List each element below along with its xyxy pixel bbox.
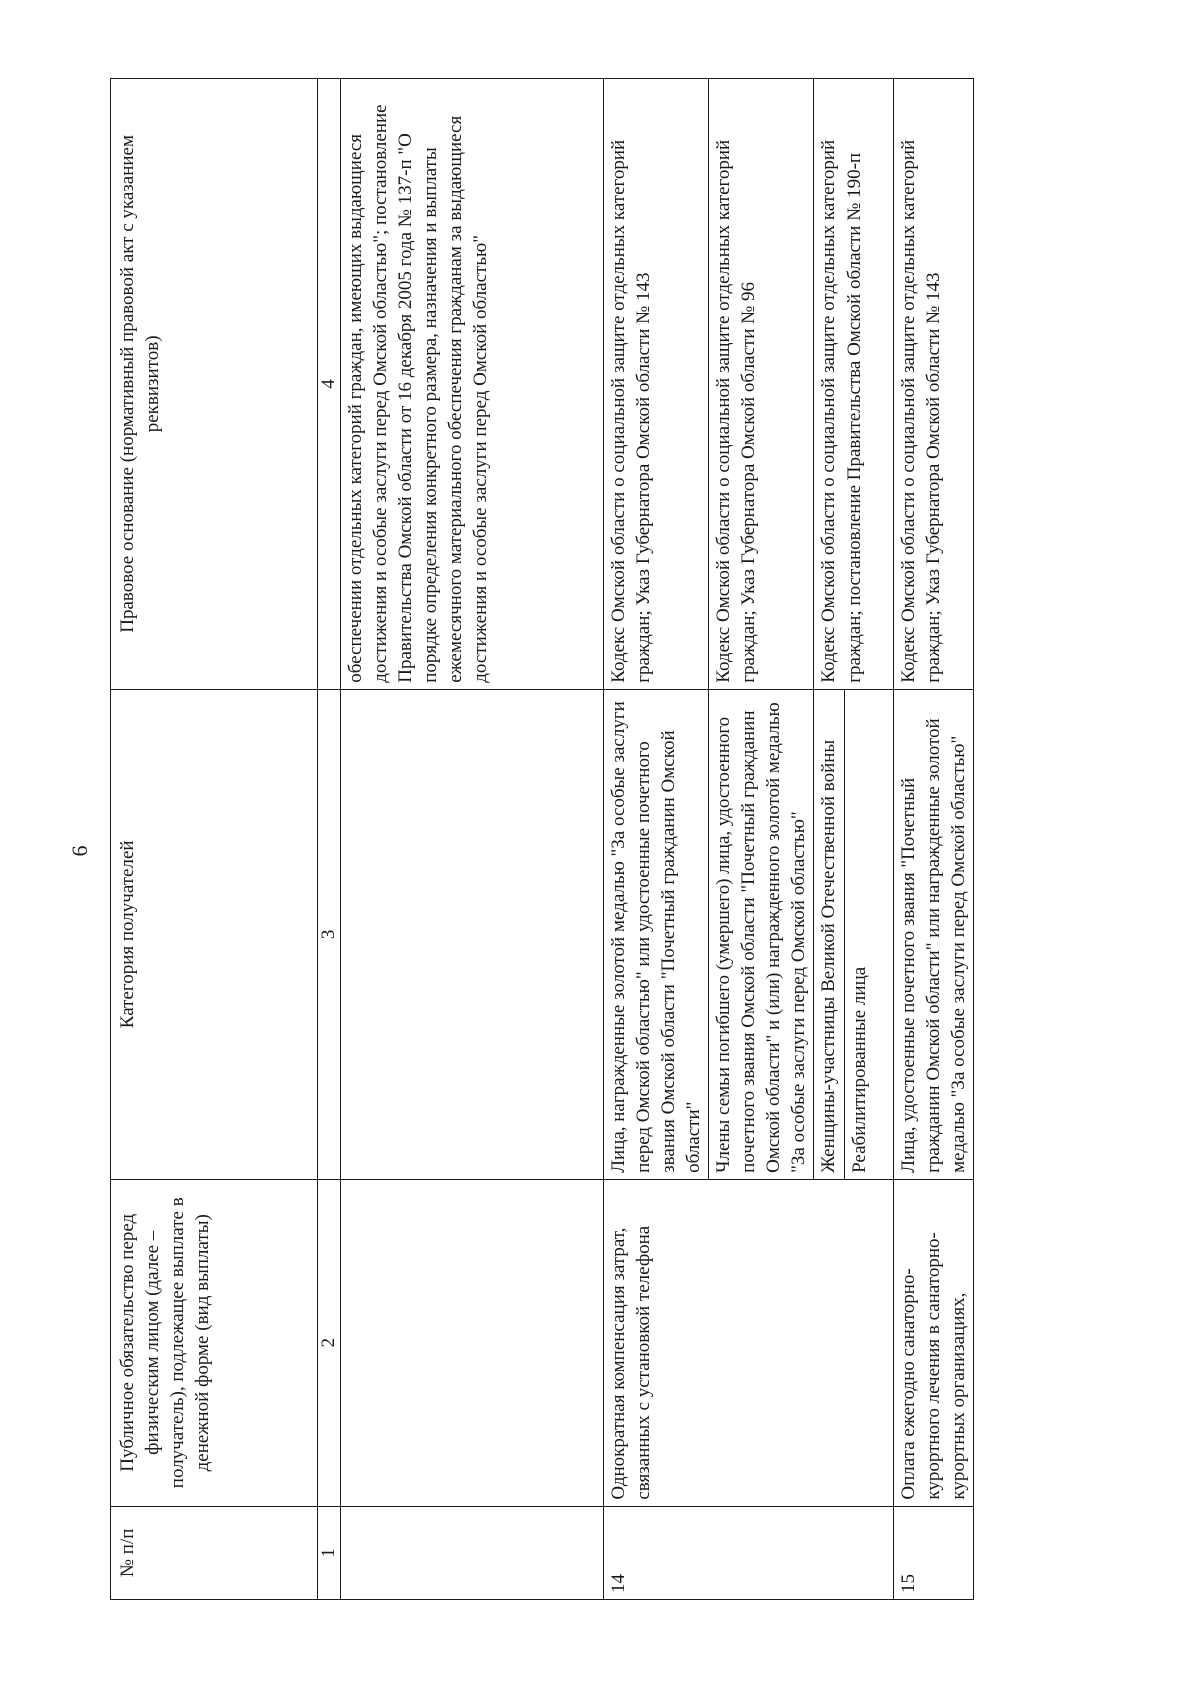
row-obligation [340, 1179, 603, 1506]
row-legal: Кодекс Омской области о социальной защите отдельных категорий граждан; Указ Губернатора Омской области № 96 [709, 79, 814, 690]
header-legal: Правовое основание (нормативный правовой акт с указанием реквизитов) [111, 79, 318, 690]
table-row [340, 79, 603, 1600]
column-number: 1 [318, 1506, 341, 1599]
row-category: Члены семьи погибшего (умершего) лица, удостоенного почетного звания Омской области "Почетный гражданин Омской области" и (или) награжденного золотой медалью "За особые заслуги перед Омской областью" [709, 689, 814, 1179]
row-legal: Кодекс Омской области о социальной защите отдельных категорий граждан; Указ Губернатора Омской области № 143 [603, 79, 708, 690]
row-num: 14 [603, 1506, 893, 1599]
row-category: Женщины-участницы Великой Отечественной войны [814, 689, 844, 1179]
table-header-row [111, 79, 318, 1600]
row-legal: обеспечении отдельных категорий граждан, имеющих выдающиеся достижения и особые заслуги перед Омской областью"; постановление Правительства Омской области от 16 декабря 2005 года № 137-п "О порядке определения конкретного размера, назначения и выплаты ежемесячного материального обеспечения гражданам за выдающиеся достижения и особые заслуги перед Омской областью" [340, 79, 603, 690]
header-num: № п/п [111, 1506, 318, 1599]
row-obligation: Оплата ежегодно санаторно-курортного лечения в санаторно-курортных организациях, [893, 1179, 973, 1506]
table-row [603, 79, 708, 1600]
payments-table [110, 78, 974, 1600]
column-number: 2 [318, 1179, 341, 1506]
column-number: 3 [318, 689, 341, 1179]
header-obligation: Публичное обязательство перед физическим лицом (далее – получатель), подлежащее выплате в денежной форме (вид выплаты) [111, 1179, 318, 1506]
rotated-table-sheet [110, 78, 1110, 1600]
page-number: 6 [67, 845, 92, 857]
column-number: 4 [318, 79, 341, 690]
row-category: Лица, удостоенные почетного звания "Почетный гражданин Омской области" или награжденные золотой медалью "За особые заслуги перед Омской областью" [893, 689, 973, 1179]
row-category: Лица, награжденные золотой медалью "За особые заслуги перед Омской областью" или удостоенные почетного звания Омской области "Почетный гражданин Омской области" [603, 689, 708, 1179]
row-num: 15 [893, 1506, 973, 1599]
row-num [340, 1506, 603, 1599]
row-category [340, 689, 603, 1179]
table-row [893, 79, 973, 1600]
row-legal: Кодекс Омской области о социальной защите отдельных категорий граждан; постановление Правительства Омской области № 190-п [814, 79, 893, 690]
column-numbers-row [318, 79, 341, 1600]
row-legal: Кодекс Омской области о социальной защите отдельных категорий граждан; Указ Губернатора Омской области № 143 [893, 79, 973, 690]
row-category: Реабилитированные лица [844, 689, 893, 1179]
row-obligation: Однократная компенсация затрат, связанных с установкой телефона [603, 1179, 893, 1506]
header-category: Категория получателей [111, 689, 318, 1179]
